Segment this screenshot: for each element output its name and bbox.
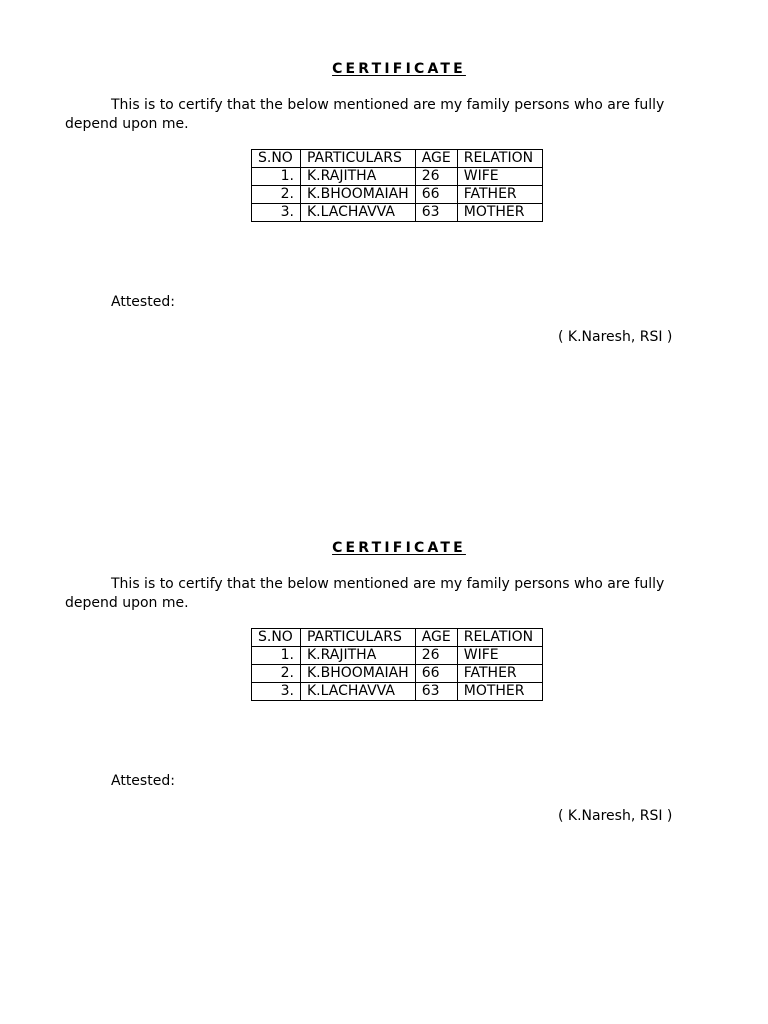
table-header-row [252,629,543,647]
cell-age: 66 [415,186,457,204]
header-relation: RELATION [457,150,542,168]
cell-relation: FATHER [457,186,542,204]
certificate-title: CERTIFICATE [332,540,466,556]
table-row [252,683,543,701]
header-age: AGE [415,629,457,647]
table-row [252,204,543,222]
header-particulars: PARTICULARS [301,629,416,647]
cell-sno: 2. [252,186,301,204]
cell-age: 26 [415,647,457,665]
cell-sno: 2. [252,665,301,683]
certificate-title: CERTIFICATE [332,61,466,77]
cell-particulars: K.RAJITHA [301,647,416,665]
signature-name: ( K.Naresh, RSI ) [558,808,673,824]
family-table [251,628,543,701]
cell-age: 66 [415,665,457,683]
header-age: AGE [415,150,457,168]
table-row [252,665,543,683]
family-table [251,149,543,222]
cell-age: 63 [415,204,457,222]
header-sno: S.NO [252,629,301,647]
cell-sno: 3. [252,683,301,701]
cell-relation: WIFE [457,168,542,186]
cell-age: 26 [415,168,457,186]
cell-particulars: K.LACHAVVA [301,204,416,222]
header-sno: S.NO [252,150,301,168]
cell-particulars: K.RAJITHA [301,168,416,186]
cell-age: 63 [415,683,457,701]
cell-particulars: K.BHOOMAIAH [301,665,416,683]
cell-sno: 1. [252,168,301,186]
cell-relation: MOTHER [457,204,542,222]
certificate-body: This is to certify that the below mentioned are my family persons who are fully depend upon me. [65,576,665,611]
table-row [252,186,543,204]
cell-relation: MOTHER [457,683,542,701]
header-particulars: PARTICULARS [301,150,416,168]
cell-relation: WIFE [457,647,542,665]
signature-name: ( K.Naresh, RSI ) [558,329,673,345]
table-row [252,647,543,665]
cell-sno: 1. [252,647,301,665]
cell-particulars: K.BHOOMAIAH [301,186,416,204]
attested-label: Attested: [111,773,175,789]
certificate-body: This is to certify that the below mentioned are my family persons who are fully depend upon me. [65,97,665,132]
cell-particulars: K.LACHAVVA [301,683,416,701]
table-row [252,168,543,186]
cell-sno: 3. [252,204,301,222]
cell-relation: FATHER [457,665,542,683]
attested-label: Attested: [111,294,175,310]
header-relation: RELATION [457,629,542,647]
table-header-row [252,150,543,168]
